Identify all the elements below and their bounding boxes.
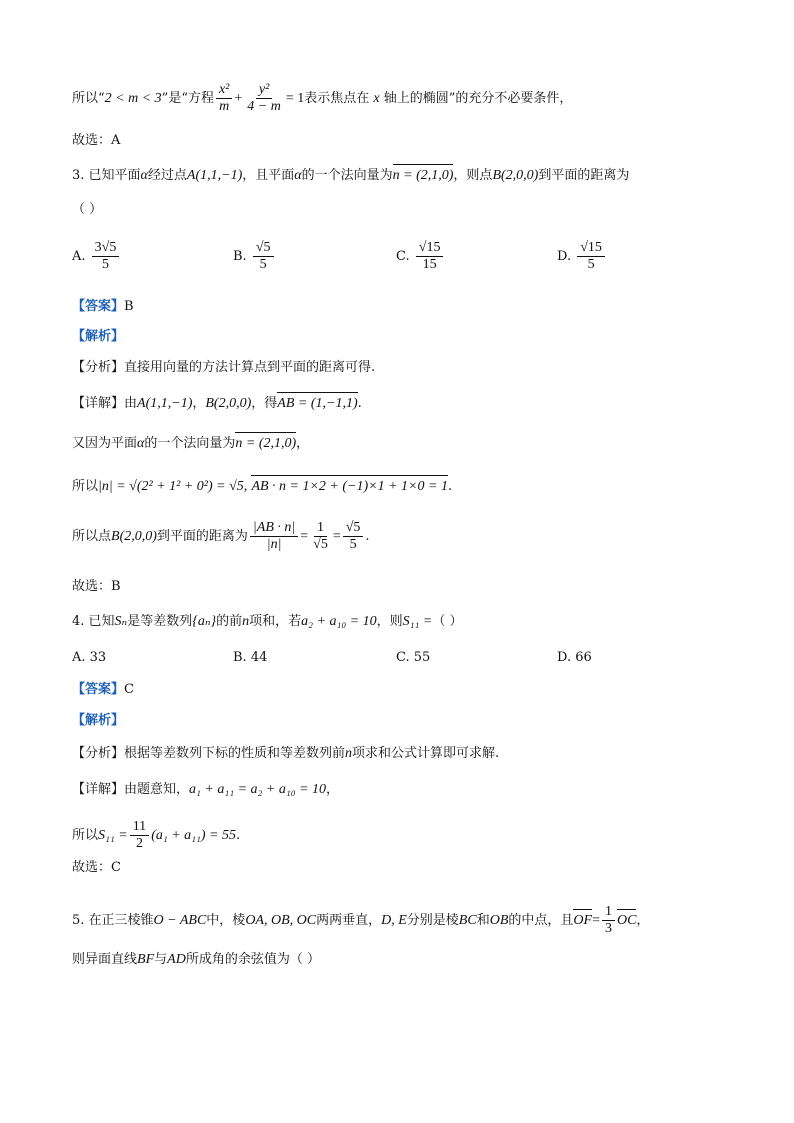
text: 根据等差数列下标的性质和等差数列前 — [124, 746, 346, 761]
q4-option-d[interactable]: D. 66 — [557, 650, 592, 665]
denominator: 5 — [587, 257, 595, 272]
denominator: |n| — [266, 537, 282, 552]
q5-stem-1 — [72, 904, 649, 937]
math: B(2,0,0) — [111, 529, 157, 544]
answer-value: C — [124, 682, 134, 697]
equals-one: = 1 — [285, 91, 305, 106]
numerator: |AB · n| — [250, 520, 298, 537]
normal-vector: n = (2,1,0) — [393, 166, 454, 186]
q3-paren: （ ） — [72, 202, 103, 217]
math: S₁₁ = — [402, 614, 433, 629]
text: 和 — [476, 913, 490, 928]
q4-option-a[interactable]: A. 33 — [72, 650, 107, 665]
numerator: √5 — [253, 240, 274, 257]
normal-vector: n = (2,1,0) — [235, 434, 296, 454]
text: . — [236, 828, 241, 843]
math: AB · n = 1×2 + (−1)×1 + 1×0 = 1 — [251, 477, 448, 497]
q3-xiangjie-1 — [72, 394, 362, 414]
math: a₂ + a₁₀ = 10 — [301, 614, 377, 629]
math: BC — [458, 913, 477, 928]
text: 4. 已知 — [72, 614, 115, 629]
q3-choice: 故选：B — [72, 579, 121, 594]
text: 直接用向量的方法计算点到平面的距离可得. — [124, 360, 376, 375]
fraction-1-over-3 — [602, 904, 615, 937]
answer-value: B — [124, 299, 134, 314]
text: 的一个法向量为 — [144, 436, 236, 451]
math: n — [345, 746, 353, 761]
q3-option-d[interactable] — [557, 240, 607, 273]
option-letter: B. — [233, 249, 247, 264]
text: 轴上的椭圆”的充分不必要条件， — [383, 91, 573, 106]
math: {aₙ} — [192, 614, 217, 629]
text: 两两垂直， — [316, 913, 382, 928]
text: 所以 — [72, 828, 99, 843]
denominator: 2 — [135, 836, 143, 851]
fraction — [310, 520, 331, 553]
text: 的中点，且 — [508, 913, 574, 928]
vector-oc: OC — [617, 911, 636, 931]
denominator: √5 — [313, 537, 328, 552]
q3-option-a[interactable] — [72, 240, 121, 273]
option-fraction — [92, 240, 120, 273]
vector-of: OF — [573, 911, 592, 931]
fraction-11-over-2 — [130, 819, 149, 852]
text: 表示焦点在 — [304, 91, 370, 106]
math: S₁₁ = — [98, 828, 128, 843]
math: (a₁ + a₁₁) = 55 — [151, 828, 237, 843]
option-fraction — [253, 240, 274, 273]
answer-tag: 【答案】 — [72, 299, 125, 314]
answer-tag: 【答案】 — [72, 682, 125, 697]
text: . — [357, 396, 362, 411]
xiangjie-tag: 【详解】 — [72, 396, 125, 411]
denominator: 15 — [422, 257, 437, 272]
alpha: α — [140, 168, 148, 183]
text: . — [447, 479, 453, 494]
denominator: m — [219, 99, 230, 114]
point-a: A(1,1,−1) — [186, 168, 243, 183]
analysis-tag: 【解析】 — [72, 329, 125, 344]
q4-option-b[interactable]: B. 44 — [233, 650, 268, 665]
numerator: √15 — [577, 240, 605, 257]
q3-analysis-tag — [72, 327, 124, 347]
text: ， — [192, 396, 206, 411]
q4-analysis-tag — [72, 711, 124, 731]
math: B(2,0,0) — [205, 396, 252, 411]
vector-ab: AB = (1,−1,1) — [277, 394, 357, 414]
numerator: √5 — [343, 520, 364, 537]
text: 5. 在正三棱锥 — [72, 913, 154, 928]
math: a₁ + a₁₁ = a₂ + a₁₀ = 10 — [189, 782, 327, 797]
xiangjie-tag: 【详解】 — [72, 782, 125, 797]
text: 的前 — [216, 614, 243, 629]
alpha: α — [137, 436, 145, 451]
fraction-y2-over-4-m — [244, 82, 284, 115]
numerator: y² — [256, 82, 272, 99]
text: 项和，若 — [249, 614, 302, 629]
q3-xiangjie-4: 所以点B(2,0,0)到平面的距离为 $\frac{|AB \cdot n|}{|n|}$ = $\frac{1}{√5}$ = $\frac{√5}{5}$ . — [72, 520, 370, 552]
fenxi-tag: 【分析】 — [72, 360, 125, 375]
text: 由 — [124, 396, 138, 411]
fenxi-tag: 【分析】 — [72, 746, 125, 761]
q4-option-c[interactable]: C. 55 — [396, 650, 431, 665]
paren: （ ） — [432, 614, 463, 629]
math: |n| = √(2² + 1² + 0²) = √5, — [98, 479, 248, 494]
var-x: x — [373, 91, 380, 106]
math: O − ABC — [153, 913, 207, 928]
text: 所以 — [72, 479, 99, 494]
text: 与 — [154, 952, 168, 967]
q2-choice: 故选：A — [72, 133, 121, 148]
text: 所成角的余弦值为（ ） — [185, 952, 320, 967]
numerator: √15 — [416, 240, 444, 257]
denominator: 4 − m — [247, 99, 281, 114]
text: 由题意知， — [124, 782, 190, 797]
q4-xiangjie-1 — [72, 780, 339, 800]
text: 分别是棱 — [406, 913, 459, 928]
text: 又因为平面 — [72, 436, 138, 451]
q3-fenxi — [72, 358, 375, 378]
numerator: 1 — [314, 520, 327, 537]
denominator: 3 — [604, 921, 612, 936]
alpha: α — [294, 168, 302, 183]
q3-option-c[interactable] — [396, 240, 445, 273]
numerator: 11 — [130, 819, 149, 836]
plus-sign: + — [234, 91, 243, 106]
text: ，且平面 — [242, 168, 295, 183]
text: 项求和公式计算即可求解. — [352, 746, 500, 761]
q3-xiangjie-3 — [72, 477, 452, 497]
text: ， — [326, 782, 340, 797]
option-fraction — [577, 240, 605, 273]
option-letter: A. — [72, 249, 86, 264]
equals: = — [592, 913, 600, 928]
denominator: 5 — [259, 257, 267, 272]
text: ， — [636, 913, 650, 928]
numerator: 3√5 — [92, 240, 120, 257]
option-letter: D. — [557, 249, 572, 264]
math: n — [242, 614, 250, 629]
q4-stem — [72, 612, 463, 632]
fraction — [343, 520, 364, 553]
equals: = — [300, 529, 309, 544]
text: 经过点 — [147, 168, 187, 183]
numerator: x² — [216, 82, 232, 99]
text: 中，棱 — [206, 913, 246, 928]
math-condition: 2 < m < 3 — [104, 91, 162, 106]
distance-fraction — [250, 520, 298, 553]
math: D, E — [381, 913, 407, 928]
q4-answer — [72, 680, 134, 700]
math: OB — [489, 913, 509, 928]
denominator: 5 — [102, 257, 110, 272]
text: 的一个法向量为 — [301, 168, 393, 183]
q3-option-b[interactable] — [233, 240, 276, 273]
text: 是等差数列 — [127, 614, 193, 629]
text: 所以点 — [72, 529, 112, 544]
text: 到平面的距离为 — [156, 529, 248, 544]
q4-xiangjie-2 — [72, 819, 240, 852]
math: OA, OB, OC — [245, 913, 317, 928]
denominator: 5 — [349, 537, 357, 552]
text: ”是“方程 — [161, 91, 214, 106]
math: Sₙ — [114, 614, 128, 629]
numerator: 1 — [602, 904, 615, 921]
fraction-x2-over-m — [216, 82, 232, 115]
q5-stem-2 — [72, 950, 320, 970]
text: 到平面的距离为 — [538, 168, 630, 183]
option-letter: C. — [396, 249, 410, 264]
equals: = — [332, 529, 341, 544]
text: ，则 — [376, 614, 403, 629]
q3-stem — [72, 166, 629, 186]
math: A(1,1,−1) — [137, 396, 193, 411]
text: 所以“ — [72, 91, 105, 106]
text: ，得 — [251, 396, 278, 411]
q3-xiangjie-2 — [72, 434, 309, 454]
point-b: B(2,0,0) — [492, 168, 539, 183]
q4-choice: 故选：C — [72, 860, 121, 875]
analysis-tag: 【解析】 — [72, 713, 125, 728]
text: ，则点 — [453, 168, 493, 183]
text: 3. 已知平面 — [72, 168, 141, 183]
option-fraction — [416, 240, 444, 273]
q3-answer — [72, 297, 134, 317]
q2-conclusion-line — [72, 82, 572, 115]
math: BF — [137, 952, 155, 967]
text: 则异面直线 — [72, 952, 138, 967]
math: AD — [167, 952, 186, 967]
q4-fenxi — [72, 744, 499, 764]
text: ， — [296, 436, 310, 451]
